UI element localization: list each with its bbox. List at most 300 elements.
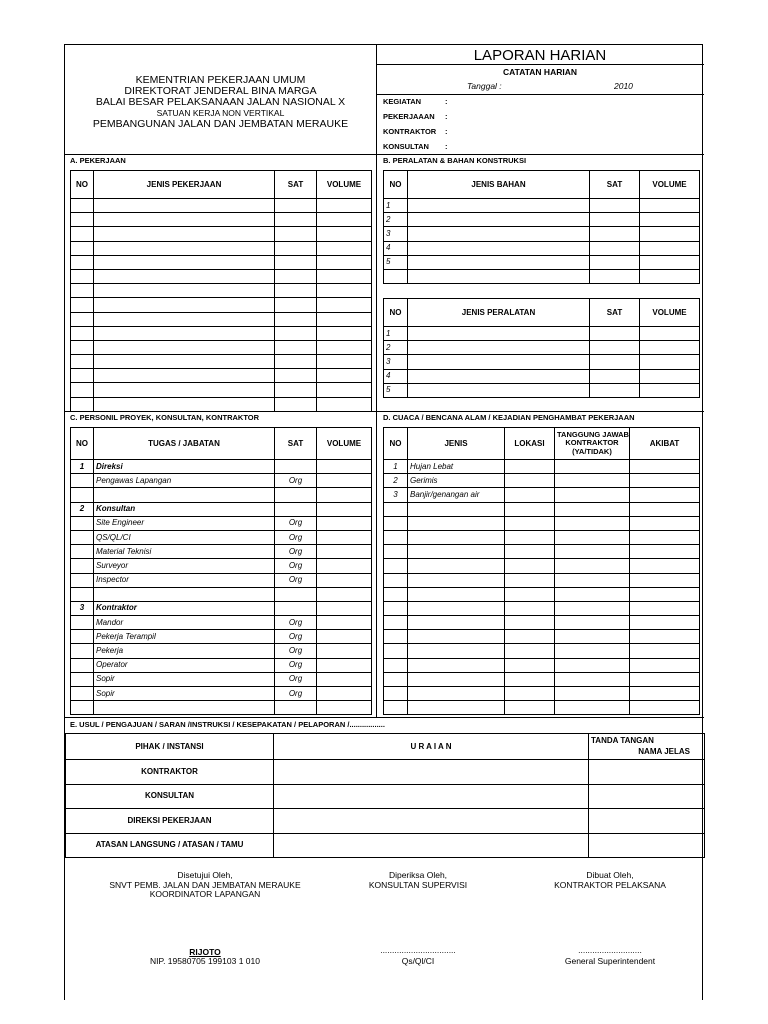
cell-tanggung-jawab bbox=[555, 601, 630, 615]
section-d-title: D. CUACA / BENCANA ALAM / KEJADIAN PENGHAMBAT PEKERJAAN bbox=[383, 413, 635, 422]
cell-no bbox=[71, 199, 94, 213]
cell-no bbox=[71, 672, 94, 686]
table-row bbox=[71, 630, 372, 644]
cell-tanggung-jawab bbox=[555, 587, 630, 601]
cell-sat: Org bbox=[275, 630, 317, 644]
cell-tanggung-jawab bbox=[555, 616, 630, 630]
col-sat: SAT bbox=[275, 428, 317, 460]
section-b-title: B. PERALATAN & BAHAN KONSTRUKSI bbox=[383, 156, 527, 165]
table-row bbox=[384, 644, 700, 658]
cell-tanggung-jawab bbox=[555, 474, 630, 488]
cell-no bbox=[71, 687, 94, 701]
cell-no bbox=[384, 545, 408, 559]
cell-volume bbox=[317, 474, 372, 488]
cell-lokasi bbox=[505, 701, 555, 715]
cell-no bbox=[384, 516, 408, 530]
table-row bbox=[71, 255, 372, 269]
col-sat: SAT bbox=[590, 171, 640, 199]
cell-tugas-jabatan bbox=[94, 587, 275, 601]
cell-akibat bbox=[630, 530, 700, 544]
cell-akibat bbox=[630, 644, 700, 658]
cell-tugas-jabatan: Sopir bbox=[94, 687, 275, 701]
cell-lokasi bbox=[505, 658, 555, 672]
cell-jenis bbox=[408, 545, 505, 559]
cell-no bbox=[71, 488, 94, 502]
cell-sat: Org bbox=[275, 687, 317, 701]
cell-jenis-pekerjaan bbox=[94, 298, 275, 312]
cell-no bbox=[71, 284, 94, 298]
table-row bbox=[71, 559, 372, 573]
cell-sat bbox=[275, 213, 317, 227]
cell-no: 4 bbox=[384, 369, 408, 383]
cell-volume bbox=[640, 227, 700, 241]
table-row bbox=[71, 545, 372, 559]
col-no: NO bbox=[71, 428, 94, 460]
col-pihak-instansi: PIHAK / INSTANSI bbox=[66, 734, 274, 760]
cell-jenis-peralatan bbox=[408, 341, 590, 355]
cell-no bbox=[384, 616, 408, 630]
sig-left-line2: SNVT PEMB. JALAN DAN JEMBATAN MERAUKE bbox=[109, 880, 301, 890]
cell-jenis bbox=[408, 601, 505, 615]
col-volume: VOLUME bbox=[640, 299, 700, 327]
cell-sat bbox=[275, 369, 317, 383]
cell-jenis-bahan bbox=[408, 213, 590, 227]
cell-jenis-pekerjaan bbox=[94, 340, 275, 354]
org-line-2: DIREKTORAT JENDERAL BINA MARGA bbox=[124, 85, 317, 97]
cell-lokasi bbox=[505, 601, 555, 615]
cell-sat bbox=[275, 255, 317, 269]
table-row bbox=[71, 383, 372, 397]
cell-jenis bbox=[408, 658, 505, 672]
cell-akibat bbox=[630, 474, 700, 488]
cell-lokasi bbox=[505, 502, 555, 516]
cell-lokasi bbox=[505, 587, 555, 601]
cell-volume bbox=[317, 502, 372, 516]
col-no: NO bbox=[384, 428, 408, 460]
cell-sat bbox=[590, 213, 640, 227]
cell-volume bbox=[640, 255, 700, 269]
cell-jenis bbox=[408, 630, 505, 644]
cell-sat: Org bbox=[275, 474, 317, 488]
field-konsultan: KONSULTAN bbox=[383, 142, 429, 151]
cell-volume bbox=[317, 644, 372, 658]
cell-jenis-pekerjaan bbox=[94, 199, 275, 213]
table-row bbox=[71, 460, 372, 474]
cell-jenis bbox=[408, 573, 505, 587]
cell-no: 2 bbox=[384, 474, 408, 488]
cell-sat bbox=[275, 397, 317, 411]
cell-volume bbox=[317, 516, 372, 530]
cell-tanggung-jawab bbox=[555, 687, 630, 701]
cell-tanggung-jawab bbox=[555, 573, 630, 587]
cell-no bbox=[384, 658, 408, 672]
cell-jenis-peralatan bbox=[408, 327, 590, 341]
table-row bbox=[384, 488, 700, 502]
cell-sat bbox=[275, 227, 317, 241]
cell-tanggung-jawab bbox=[555, 658, 630, 672]
cell-sat: Org bbox=[275, 516, 317, 530]
cell-no bbox=[384, 587, 408, 601]
cell-sat bbox=[590, 355, 640, 369]
cell-no bbox=[384, 701, 408, 715]
cell-akibat bbox=[630, 672, 700, 686]
cell-pihak-instansi: KONSULTAN bbox=[66, 784, 274, 809]
cell-tanggung-jawab bbox=[555, 530, 630, 544]
cell-no bbox=[71, 355, 94, 369]
field-kontraktor: KONTRAKTOR bbox=[383, 127, 437, 136]
cell-sat bbox=[275, 241, 317, 255]
date-underline bbox=[376, 94, 704, 95]
cell-no bbox=[71, 369, 94, 383]
cell-no bbox=[71, 658, 94, 672]
cell-no bbox=[71, 269, 94, 283]
cell-volume bbox=[317, 687, 372, 701]
cell-jenis-bahan bbox=[408, 241, 590, 255]
cell-jenis-pekerjaan bbox=[94, 284, 275, 298]
org-line-5: PEMBANGUNAN JALAN DAN JEMBATAN MERAUKE bbox=[92, 118, 349, 130]
table-row bbox=[384, 559, 700, 573]
table-row bbox=[384, 530, 700, 544]
section-a-title: A. PEKERJAAN bbox=[70, 156, 126, 165]
section-ab-bottom-line bbox=[65, 411, 704, 412]
cell-volume bbox=[640, 369, 700, 383]
cell-tugas-jabatan: Material Teknisi bbox=[94, 545, 275, 559]
table-row bbox=[384, 369, 700, 383]
col-volume: VOLUME bbox=[317, 428, 372, 460]
cell-volume bbox=[640, 241, 700, 255]
cell-sat bbox=[275, 601, 317, 615]
cuaca-table bbox=[383, 427, 700, 715]
cell-lokasi bbox=[505, 530, 555, 544]
col-jenis-peralatan: JENIS PERALATAN bbox=[408, 299, 590, 327]
cell-volume bbox=[317, 355, 372, 369]
cell-sat bbox=[275, 298, 317, 312]
cell-no bbox=[384, 559, 408, 573]
table-row bbox=[384, 502, 700, 516]
cell-jenis-pekerjaan bbox=[94, 213, 275, 227]
cell-sat bbox=[590, 383, 640, 397]
table-row bbox=[384, 199, 700, 213]
table-row bbox=[71, 199, 372, 213]
sig-right-role: General Superintendent bbox=[564, 956, 656, 966]
header-bottom-line bbox=[65, 154, 704, 155]
cell-lokasi bbox=[505, 573, 555, 587]
bahan-table bbox=[383, 170, 700, 284]
table-row bbox=[384, 516, 700, 530]
cell-jenis-pekerjaan bbox=[94, 269, 275, 283]
table-row bbox=[71, 644, 372, 658]
cell-volume bbox=[317, 573, 372, 587]
daily-report-form bbox=[64, 44, 703, 1000]
cell-sat bbox=[275, 269, 317, 283]
cell-volume bbox=[317, 340, 372, 354]
cell-lokasi bbox=[505, 559, 555, 573]
table-row bbox=[71, 658, 372, 672]
cell-sat: Org bbox=[275, 658, 317, 672]
cell-volume bbox=[317, 530, 372, 544]
cell-no: 3 bbox=[384, 488, 408, 502]
cell-lokasi bbox=[505, 672, 555, 686]
cell-lokasi bbox=[505, 460, 555, 474]
cell-sat: Org bbox=[275, 545, 317, 559]
title-underline bbox=[376, 64, 704, 65]
table-row bbox=[384, 383, 700, 397]
report-subtitle: CATATAN HARIAN bbox=[503, 67, 577, 77]
cell-jenis: Banjir/genangan air bbox=[408, 488, 505, 502]
cell-tugas-jabatan: Inspector bbox=[94, 573, 275, 587]
col-tanggung-line-3: (YA/TIDAK) bbox=[572, 446, 612, 456]
cell-jenis-peralatan bbox=[408, 369, 590, 383]
cell-akibat bbox=[630, 460, 700, 474]
cell-tanda-tangan bbox=[589, 760, 705, 785]
cell-akibat bbox=[630, 687, 700, 701]
cell-tanggung-jawab bbox=[555, 545, 630, 559]
cell-sat: Org bbox=[275, 530, 317, 544]
cell-lokasi bbox=[505, 488, 555, 502]
table-row bbox=[71, 601, 372, 615]
cell-tugas-jabatan bbox=[94, 488, 275, 502]
cell-jenis-bahan bbox=[408, 199, 590, 213]
cell-volume bbox=[317, 488, 372, 502]
section-cd-bottom-line bbox=[65, 717, 704, 718]
col-ttd-line-2: NAMA JELAS bbox=[638, 747, 690, 756]
cell-volume bbox=[640, 327, 700, 341]
cell-akibat bbox=[630, 502, 700, 516]
sig-right-line2: KONTRAKTOR PELAKSANA bbox=[554, 880, 666, 890]
cell-sat bbox=[275, 502, 317, 516]
col-volume: VOLUME bbox=[317, 171, 372, 199]
date-year: 2010 bbox=[614, 81, 633, 91]
cell-no bbox=[384, 687, 408, 701]
cell-volume bbox=[317, 460, 372, 474]
cell-no: 2 bbox=[384, 213, 408, 227]
sig-middle-line1: Diperiksa Oleh, bbox=[388, 870, 448, 880]
cell-akibat bbox=[630, 587, 700, 601]
pekerjaan-table bbox=[70, 170, 372, 412]
col-sat: SAT bbox=[275, 171, 317, 199]
col-jenis: JENIS bbox=[408, 428, 505, 460]
cell-no bbox=[71, 474, 94, 488]
cell-jenis-bahan bbox=[408, 255, 590, 269]
table-row bbox=[71, 227, 372, 241]
cell-sat bbox=[275, 340, 317, 354]
table-row bbox=[384, 213, 700, 227]
cell-tanggung-jawab bbox=[555, 559, 630, 573]
cell-no bbox=[384, 672, 408, 686]
cell-volume bbox=[317, 298, 372, 312]
sig-middle-line2: KONSULTAN SUPERVISI bbox=[368, 880, 468, 890]
col-no: NO bbox=[71, 171, 94, 199]
cell-volume bbox=[640, 199, 700, 213]
table-row bbox=[384, 573, 700, 587]
cell-no: 1 bbox=[384, 327, 408, 341]
table-row bbox=[71, 213, 372, 227]
cell-akibat bbox=[630, 573, 700, 587]
cell-sat bbox=[275, 284, 317, 298]
cell-no bbox=[71, 573, 94, 587]
table-row bbox=[71, 672, 372, 686]
cell-jenis-pekerjaan bbox=[94, 383, 275, 397]
cell-jenis-pekerjaan bbox=[94, 227, 275, 241]
table-row bbox=[71, 502, 372, 516]
cell-jenis bbox=[408, 644, 505, 658]
cell-sat bbox=[590, 369, 640, 383]
cell-no: 5 bbox=[384, 255, 408, 269]
cell-volume bbox=[640, 213, 700, 227]
table-row bbox=[71, 340, 372, 354]
table-row bbox=[384, 658, 700, 672]
cell-tanggung-jawab bbox=[555, 460, 630, 474]
cell-lokasi bbox=[505, 516, 555, 530]
cell-no bbox=[384, 630, 408, 644]
table-row bbox=[384, 687, 700, 701]
cell-jenis bbox=[408, 616, 505, 630]
cell-lokasi bbox=[505, 630, 555, 644]
cell-no: 1 bbox=[384, 460, 408, 474]
cell-sat bbox=[590, 255, 640, 269]
cell-volume bbox=[317, 227, 372, 241]
cell-akibat bbox=[630, 516, 700, 530]
field-kegiatan: KEGIATAN bbox=[383, 97, 422, 106]
cell-tugas-jabatan: Konsultan bbox=[94, 502, 275, 516]
cell-volume bbox=[317, 269, 372, 283]
table-row bbox=[384, 327, 700, 341]
cell-akibat bbox=[630, 545, 700, 559]
col-jenis-pekerjaan: JENIS PEKERJAAN bbox=[94, 171, 275, 199]
cell-volume bbox=[317, 369, 372, 383]
cell-lokasi bbox=[505, 545, 555, 559]
cell-tanggung-jawab bbox=[555, 630, 630, 644]
org-line-3: BALAI BESAR PELAKSANAAN JALAN NASIONAL X bbox=[95, 96, 346, 108]
field-colon: : bbox=[445, 142, 448, 151]
cell-jenis-pekerjaan bbox=[94, 355, 275, 369]
section-e-title: E. USUL / PENGAJUAN / SARAN /INSTRUKSI / KESEPAKATAN / PELAPORAN /................. bbox=[70, 720, 385, 729]
cell-lokasi bbox=[505, 616, 555, 630]
cell-volume bbox=[317, 312, 372, 326]
cell-no bbox=[71, 213, 94, 227]
cell-sat: Org bbox=[275, 644, 317, 658]
cell-sat bbox=[275, 383, 317, 397]
cell-sat bbox=[275, 460, 317, 474]
table-row bbox=[71, 284, 372, 298]
cell-tanggung-jawab bbox=[555, 644, 630, 658]
cell-volume bbox=[640, 341, 700, 355]
col-no: NO bbox=[384, 299, 408, 327]
table-row bbox=[71, 573, 372, 587]
peralatan-table bbox=[383, 298, 700, 398]
cell-no bbox=[71, 545, 94, 559]
table-row bbox=[384, 269, 700, 283]
cell-sat bbox=[275, 701, 317, 715]
cell-no bbox=[384, 644, 408, 658]
cell-uraian bbox=[274, 833, 589, 858]
cell-sat bbox=[275, 312, 317, 326]
cell-volume bbox=[317, 701, 372, 715]
cell-volume bbox=[317, 213, 372, 227]
table-row bbox=[66, 809, 705, 834]
cell-sat: Org bbox=[275, 672, 317, 686]
cell-jenis bbox=[408, 587, 505, 601]
cell-akibat bbox=[630, 701, 700, 715]
table-row bbox=[384, 545, 700, 559]
cell-sat bbox=[590, 327, 640, 341]
cell-no bbox=[71, 530, 94, 544]
table-row bbox=[71, 687, 372, 701]
table-row bbox=[384, 587, 700, 601]
table-row bbox=[71, 369, 372, 383]
sig-middle-dots: ................................ bbox=[380, 945, 456, 955]
cell-jenis-pekerjaan bbox=[94, 241, 275, 255]
sig-left-nip: NIP. 19580705 199103 1 010 bbox=[150, 956, 260, 966]
table-row bbox=[384, 355, 700, 369]
cell-jenis bbox=[408, 701, 505, 715]
cell-volume bbox=[317, 326, 372, 340]
col-tanggung-jawab bbox=[555, 428, 630, 460]
cell-volume bbox=[317, 397, 372, 411]
table-row bbox=[384, 227, 700, 241]
cell-tugas-jabatan: Pekerja Terampil bbox=[94, 630, 275, 644]
cell-volume bbox=[317, 616, 372, 630]
cell-jenis bbox=[408, 672, 505, 686]
cell-jenis bbox=[408, 687, 505, 701]
cell-tanggung-jawab bbox=[555, 672, 630, 686]
cell-tugas-jabatan: Kontraktor bbox=[94, 601, 275, 615]
table-row bbox=[384, 601, 700, 615]
cell-sat: Org bbox=[275, 559, 317, 573]
field-pekerjaaan: PEKERJAAAN bbox=[383, 112, 435, 121]
cell-jenis bbox=[408, 559, 505, 573]
cell-sat bbox=[275, 326, 317, 340]
col-uraian: U R A I A N bbox=[274, 734, 589, 760]
cell-volume bbox=[317, 199, 372, 213]
cell-tanggung-jawab bbox=[555, 488, 630, 502]
cell-sat bbox=[275, 488, 317, 502]
cell-sat bbox=[590, 241, 640, 255]
table-row bbox=[66, 784, 705, 809]
cell-volume bbox=[640, 355, 700, 369]
field-colon: : bbox=[445, 97, 448, 106]
table-row bbox=[384, 474, 700, 488]
cell-no bbox=[71, 516, 94, 530]
cell-no bbox=[71, 559, 94, 573]
cell-tugas-jabatan: Mandor bbox=[94, 616, 275, 630]
cell-jenis-pekerjaan bbox=[94, 255, 275, 269]
cell-no bbox=[71, 397, 94, 411]
cell-jenis-peralatan bbox=[408, 355, 590, 369]
cell-sat bbox=[590, 199, 640, 213]
cell-tugas-jabatan: Direksi bbox=[94, 460, 275, 474]
cell-tugas-jabatan: Operator bbox=[94, 658, 275, 672]
cell-akibat bbox=[630, 616, 700, 630]
cell-jenis-pekerjaan bbox=[94, 326, 275, 340]
cell-volume bbox=[317, 545, 372, 559]
cell-volume bbox=[317, 559, 372, 573]
cell-no: 1 bbox=[384, 199, 408, 213]
cell-sat bbox=[275, 199, 317, 213]
cell-no bbox=[71, 326, 94, 340]
cell-volume bbox=[317, 587, 372, 601]
col-tanggung-line-1: TANGGUNG JAWAB bbox=[557, 430, 629, 440]
table-row bbox=[71, 516, 372, 530]
cell-volume bbox=[317, 255, 372, 269]
cell-tanggung-jawab bbox=[555, 701, 630, 715]
cell-volume bbox=[640, 383, 700, 397]
table-row bbox=[384, 241, 700, 255]
table-row bbox=[71, 312, 372, 326]
cell-sat bbox=[275, 355, 317, 369]
table-row bbox=[384, 460, 700, 474]
cell-jenis-pekerjaan bbox=[94, 397, 275, 411]
